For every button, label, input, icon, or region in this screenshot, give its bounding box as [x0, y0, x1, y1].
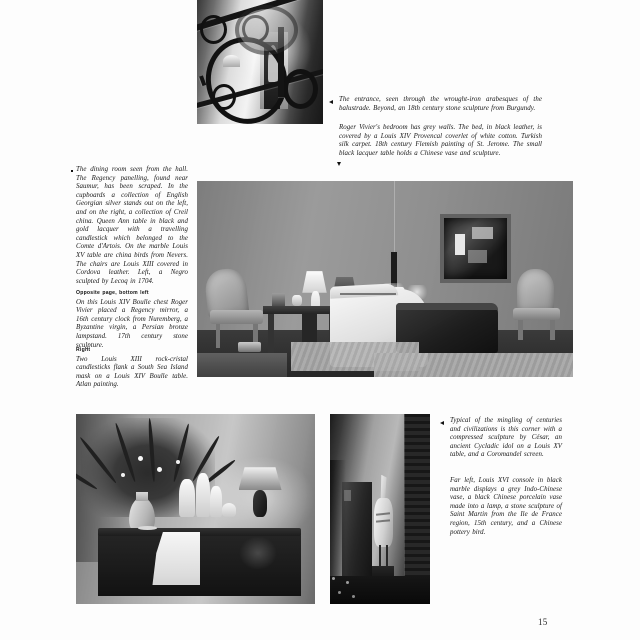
caption-right-text: Two Louis XIII rock-cristal candlesticks flank a South Sea Island mask on a Louis XIV Boulle table. Atlan painting.: [76, 355, 188, 389]
caption-arrow-bedroom: [337, 162, 341, 166]
caption-opposite-page-text: On this Louis XIV Boulle chest Roger Vivier placed a Regency mirror, a 16th century clock from Nuremberg, a Byzantine virgin, a Persian bronze lampstand. 17th century stone sculpture.: [76, 298, 188, 349]
entrance-wrought-iron-balustrade-photo: [197, 0, 323, 124]
louis-xvi-console-photo: [76, 414, 315, 604]
caption-dining-room: [76, 166, 188, 286]
caption-arrow-corner: [440, 421, 444, 425]
caption-corner-text: Typical of the mingling of centuries and civilizations is this corner with a compressed sculpture by César, an ancient Cycladic idol on a Louis XV table, and a Coromandel screen.: [450, 417, 562, 459]
caption-far-left-text: Far left, Louis XVI console in black marble displays a grey Indo-Chinese vase, a black Chinese porcelain vase made into a lamp, a stone sculpture of Saint Martin from the Ile de France region, 15th century, and a Chinese pottery bird.: [450, 477, 562, 536]
caption-right: [76, 346, 188, 390]
caption-bedroom-text: Roger Vivier's bedroom has grey walls. The bed, in black leather, is covered by a Louis XIV Provencal coverlet of white cotton. Turkish silk carpet. 18th century Flemish painting of St. Jerome. The small black lacquer table holds a Chinese vase and sculpture.: [339, 124, 542, 157]
caption-corner: [450, 417, 562, 460]
caption-subhead-right: Right: [76, 347, 91, 353]
cycladic-idol-corner-photo: [330, 414, 430, 604]
caption-bullet-dining-room: [71, 170, 73, 172]
page-number: 15: [538, 617, 548, 627]
caption-subhead-opposite-page: Opposite page, bottom left: [76, 290, 149, 296]
caption-entrance: [339, 96, 542, 113]
caption-dining-room-text: The dining room seen from the hall. The Regency panelling, found near Saumur, has been scraped. In the cupboards a collection of English Georgian silver stands out on the left, and on the right, a collection of Creil china. Queen Ann table in black and gold lacquer with a travelling candlestick which belonged to the Comte d'Artois. On the marble Louis XV table are china birds from Nevers. The chairs are Louis XIII covered in Cordova leather. Left, a Negro sculpted by Lecoq in 1704.: [76, 166, 188, 285]
roger-vivier-bedroom-photo: [197, 181, 573, 377]
caption-opposite-page-bottom-left: [76, 289, 188, 350]
caption-far-left: [450, 477, 562, 537]
caption-bedroom: [339, 124, 542, 158]
caption-entrance-text: The entrance, seen through the wrought-iron arabesques of the balustrade. Beyond, an 18th century stone sculpture from Burgundy.: [339, 96, 542, 112]
caption-arrow-entrance: [329, 100, 333, 104]
